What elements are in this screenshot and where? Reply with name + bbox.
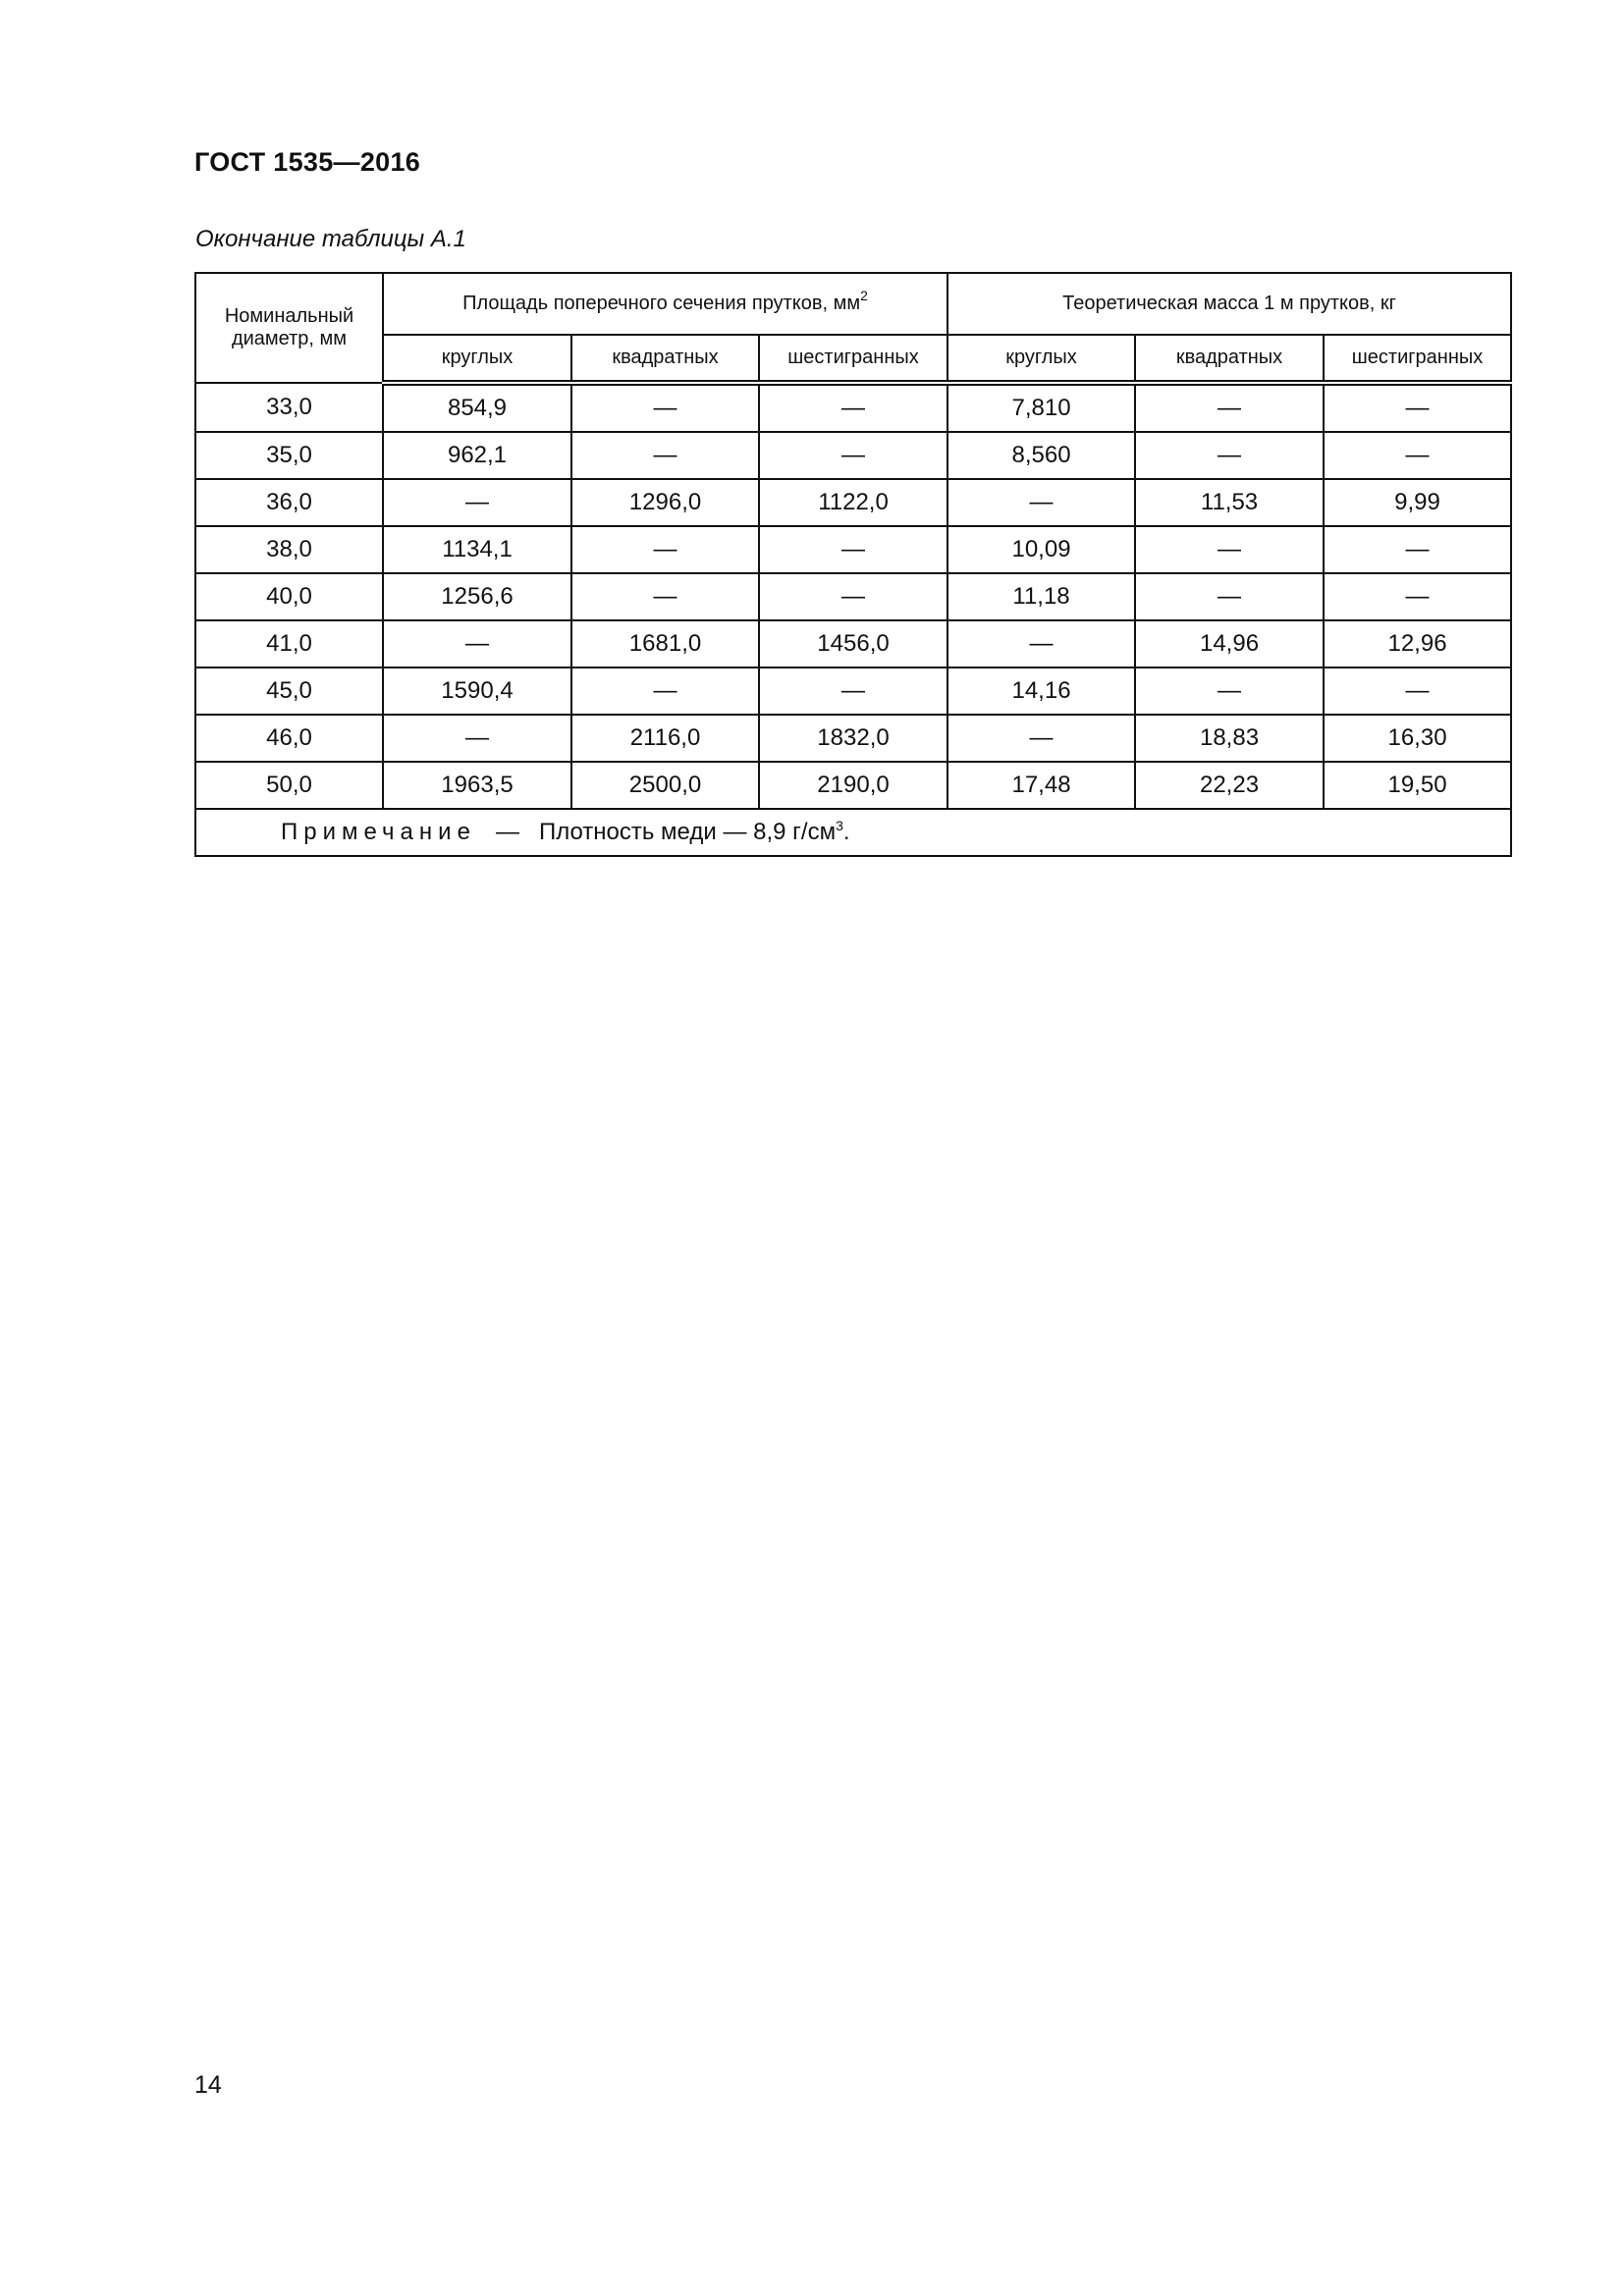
cell-diameter: 45,0 [195,667,383,715]
table-row [195,573,1511,620]
cell-area-hexagonal: — [759,383,947,432]
mass-group-header [947,273,1511,335]
cell-diameter: 33,0 [195,383,383,432]
cell-mass-hexagonal: — [1324,667,1511,715]
cell-area-round: — [383,715,571,762]
subheader-mass-square: квадратных [1135,335,1324,383]
cell-area-hexagonal: — [759,432,947,479]
cell-mass-hexagonal: — [1324,573,1511,620]
cell-diameter: 46,0 [195,715,383,762]
data-table [194,272,1512,857]
cell-area-round: 1134,1 [383,526,571,573]
table-note-row [195,809,1511,856]
cell-area-round: 962,1 [383,432,571,479]
cell-diameter: 35,0 [195,432,383,479]
cell-area-hexagonal: 1832,0 [759,715,947,762]
table-body [195,383,1511,856]
cell-area-hexagonal: 2190,0 [759,762,947,809]
cell-area-round: — [383,479,571,526]
diameter-header-text: Номинальный диаметр, мм [224,305,354,349]
area-header-text: Площадь поперечного сечения прутков, мм [462,293,861,314]
table-row [195,526,1511,573]
cell-mass-round: 17,48 [947,762,1135,809]
cell-mass-round: — [947,479,1135,526]
cell-area-square: 2500,0 [571,762,759,809]
cell-mass-hexagonal: — [1324,432,1511,479]
cell-mass-square: 18,83 [1135,715,1324,762]
table-note [195,809,1511,856]
cell-area-round: — [383,620,571,667]
cell-area-round: 1963,5 [383,762,571,809]
cell-mass-hexagonal: 19,50 [1324,762,1511,809]
cell-mass-square: 11,53 [1135,479,1324,526]
cell-area-hexagonal: — [759,526,947,573]
table-row [195,432,1511,479]
note-label: Примечание [281,819,476,845]
subheader-area-square: квадратных [571,335,759,383]
cell-mass-square: 14,96 [1135,620,1324,667]
cell-area-square: — [571,667,759,715]
cell-mass-hexagonal: 9,99 [1324,479,1511,526]
cell-mass-round: 8,560 [947,432,1135,479]
cell-area-square: — [571,573,759,620]
page-number: 14 [194,2071,222,2099]
subheader-area-hexagonal: шестигранных [759,335,947,383]
cell-area-square: — [571,432,759,479]
table-row [195,667,1511,715]
subheader-area-round: круглых [383,335,571,383]
cell-mass-round: 11,18 [947,573,1135,620]
cell-mass-round: 14,16 [947,667,1135,715]
cell-area-square: — [571,383,759,432]
cell-area-round: 1590,4 [383,667,571,715]
diameter-column-header [195,273,383,383]
cell-diameter: 50,0 [195,762,383,809]
table-row [195,620,1511,667]
cell-area-round: 1256,6 [383,573,571,620]
cell-area-square: 2116,0 [571,715,759,762]
cell-mass-square: — [1135,667,1324,715]
cell-mass-hexagonal: 12,96 [1324,620,1511,667]
document-header: ГОСТ 1535—2016 [194,147,421,177]
table-subheader-row [195,335,1511,383]
cell-mass-hexagonal: 16,30 [1324,715,1511,762]
note-superscript: 3 [836,818,843,833]
note-text: Плотность меди — 8,9 г/см [538,819,837,845]
cell-mass-square: — [1135,526,1324,573]
table-header-row [195,273,1511,335]
cell-mass-hexagonal: — [1324,526,1511,573]
cell-mass-round: — [947,715,1135,762]
cell-mass-square: — [1135,383,1324,432]
cell-area-square: 1296,0 [571,479,759,526]
cell-diameter: 40,0 [195,573,383,620]
cell-area-hexagonal: 1456,0 [759,620,947,667]
subheader-mass-round: круглых [947,335,1135,383]
cell-mass-round: 10,09 [947,526,1135,573]
cell-area-square: 1681,0 [571,620,759,667]
cell-mass-hexagonal: — [1324,383,1511,432]
cell-mass-square: — [1135,432,1324,479]
table-row [195,383,1511,432]
table-row [195,762,1511,809]
subheader-mass-hexagonal: шестигранных [1324,335,1511,383]
table-caption: Окончание таблицы А.1 [195,226,466,252]
cell-diameter: 36,0 [195,479,383,526]
cell-area-round: 854,9 [383,383,571,432]
cell-mass-round: — [947,620,1135,667]
cell-area-square: — [571,526,759,573]
note-end: . [842,819,850,845]
table-row [195,479,1511,526]
cell-mass-square: — [1135,573,1324,620]
cell-diameter: 38,0 [195,526,383,573]
area-group-header [383,273,947,335]
area-header-superscript: 2 [860,288,868,303]
mass-header-text: Теоретическая масса 1 м прутков, кг [1062,293,1396,314]
cell-mass-round: 7,810 [947,383,1135,432]
table-row [195,715,1511,762]
cell-diameter: 41,0 [195,620,383,667]
note-dash: — [495,819,519,845]
cell-area-hexagonal: — [759,667,947,715]
cell-area-hexagonal: — [759,573,947,620]
cell-mass-square: 22,23 [1135,762,1324,809]
cell-area-hexagonal: 1122,0 [759,479,947,526]
